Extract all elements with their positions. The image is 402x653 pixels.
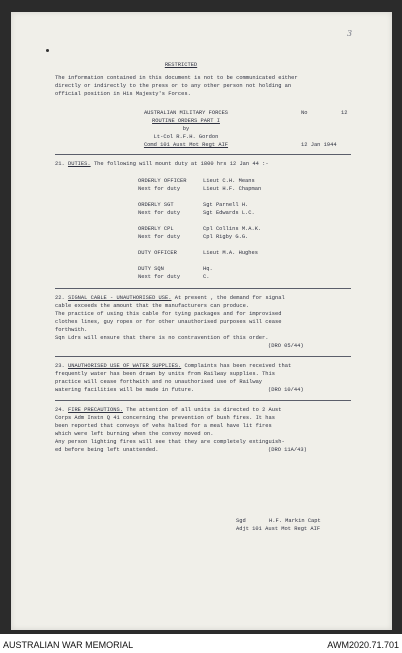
section-heading: UNAUTHORISED USE OF WATER SUPPLIES. (67, 363, 182, 369)
footer-institution: AUSTRALIAN WAR MEMORIAL (3, 640, 134, 650)
section-intro: The following will mount duty at 1800 hrs 12 Jan 44 :- (93, 161, 269, 167)
duty-role: Next for duty (138, 186, 181, 192)
section-line: cable exceeds the amount that the manufacturers can produce. (55, 303, 250, 309)
duty-role: Next for duty (138, 234, 181, 240)
title-line-4: Lt-Col R.F.H. Gordon (153, 134, 219, 140)
archive-footer (0, 637, 402, 653)
duty-person: C. (203, 274, 210, 280)
tick-mark-icon (46, 49, 49, 52)
section-24 (55, 407, 282, 414)
title-line-1: AUSTRALIAN MILITARY FORCES (143, 110, 229, 116)
section-21 (55, 161, 269, 168)
order-no-label: No (301, 110, 308, 116)
title-line-2: ROUTINE ORDERS PART I (152, 118, 220, 124)
footer-accession-number: AWM2020.71.701 (327, 640, 399, 650)
divider (55, 154, 351, 155)
duty-role: ORDERLY SGT (138, 202, 174, 208)
section-number: 23. (55, 363, 65, 369)
duty-role: DUTY SQN (138, 266, 164, 272)
section-line: The practice of using this cable for tying packages and for improvised (55, 311, 282, 317)
classification: RESTRICTED (164, 62, 198, 68)
section-number: 21. (55, 161, 65, 167)
section-heading: SIGNAL CABLE - UNAUTHORISED USE. (67, 295, 172, 301)
signature-title: Adjt 101 Aust Mot Regt AIF (236, 526, 321, 532)
section-heading: FIRE PRECAUTIONS. (67, 407, 123, 413)
section-22 (55, 295, 285, 302)
duty-role: DUTY OFFICER (138, 250, 177, 256)
duty-person: Sgt Edwards L.C. (203, 210, 255, 216)
section-line: Any person lighting fires will see that they are completely extinguish- (55, 439, 285, 445)
section-line: forthwith. (55, 327, 88, 333)
section-text: At present , the demand for signal (174, 295, 285, 301)
section-line: watering facilities will be made in future. (55, 387, 195, 393)
section-text: Complaints has been received that (184, 363, 292, 369)
section-line: frequently water has been drawn by units from Railway supplies. This (55, 371, 275, 377)
duty-role: Next for duty (138, 274, 181, 280)
section-line: which were left burning when the convoy moved on. (55, 431, 214, 437)
section-heading: DUTIES. (67, 161, 91, 167)
pencil-mark: 3 (347, 29, 353, 38)
duty-person: Cpl Rigby G.G. (203, 234, 249, 240)
warning-line-3: official position in His Majesty's Forces. (55, 91, 191, 97)
duty-person: Lieut M.A. Hughes (203, 250, 258, 256)
section-text: The attention of all units is directed to 2 Aust (126, 407, 282, 413)
order-no: 12 (341, 110, 348, 116)
order-date: 12 Jan 1944 (301, 142, 337, 148)
section-line: Sqn Ldrs will ensure that there is no contravention of this order. (55, 335, 269, 341)
signature-sgd: Sgd (236, 518, 246, 524)
duty-person: Sgt Parnell H. (203, 202, 249, 208)
section-23 (55, 363, 291, 370)
section-line: been reported that convoys of vehs halted for a meal have lit fires (55, 423, 272, 429)
duty-role: Next for duty (138, 210, 181, 216)
duty-person: Hq. (203, 266, 213, 272)
duty-role: ORDERLY CPL (138, 226, 174, 232)
section-line: practice will cease forthwith and no unauthorised use of Railway (55, 379, 263, 385)
warning-line-1: The information contained in this document is not to be communicated either (55, 75, 298, 81)
section-line: Corps Adm Instn Q 41 concerning the prevention of bush fires. It has (55, 415, 275, 421)
section-line: clothes lines, guy ropes or for other unauthorised purposes will cease (55, 319, 282, 325)
signature-name: H.F. Markin Capt (269, 518, 321, 524)
section-line: ed before being left unattended. (55, 447, 159, 453)
divider (55, 400, 351, 401)
duty-role: ORDERLY OFFICER (138, 178, 187, 184)
duty-person: Lieut C.H. Means (203, 178, 255, 184)
warning-line-2: directly or indirectly to the press or to any other person not holding an (55, 83, 292, 89)
title-line-3: by (182, 126, 190, 132)
section-number: 24. (55, 407, 65, 413)
section-ref: (DRO 11A/43) (268, 447, 307, 453)
divider (55, 356, 351, 357)
duty-person: Lieut H.F. Chapman (203, 186, 262, 192)
section-ref: (DRO 10/44) (268, 387, 304, 393)
title-line-5: Comd 101 Aust Mot Regt AIF (143, 142, 229, 148)
document-page (11, 12, 392, 630)
duty-person: Cpl Collins M.A.K. (203, 226, 262, 232)
divider (55, 288, 351, 289)
section-ref: (DRO 05/44) (268, 343, 304, 349)
section-number: 22. (55, 295, 65, 301)
